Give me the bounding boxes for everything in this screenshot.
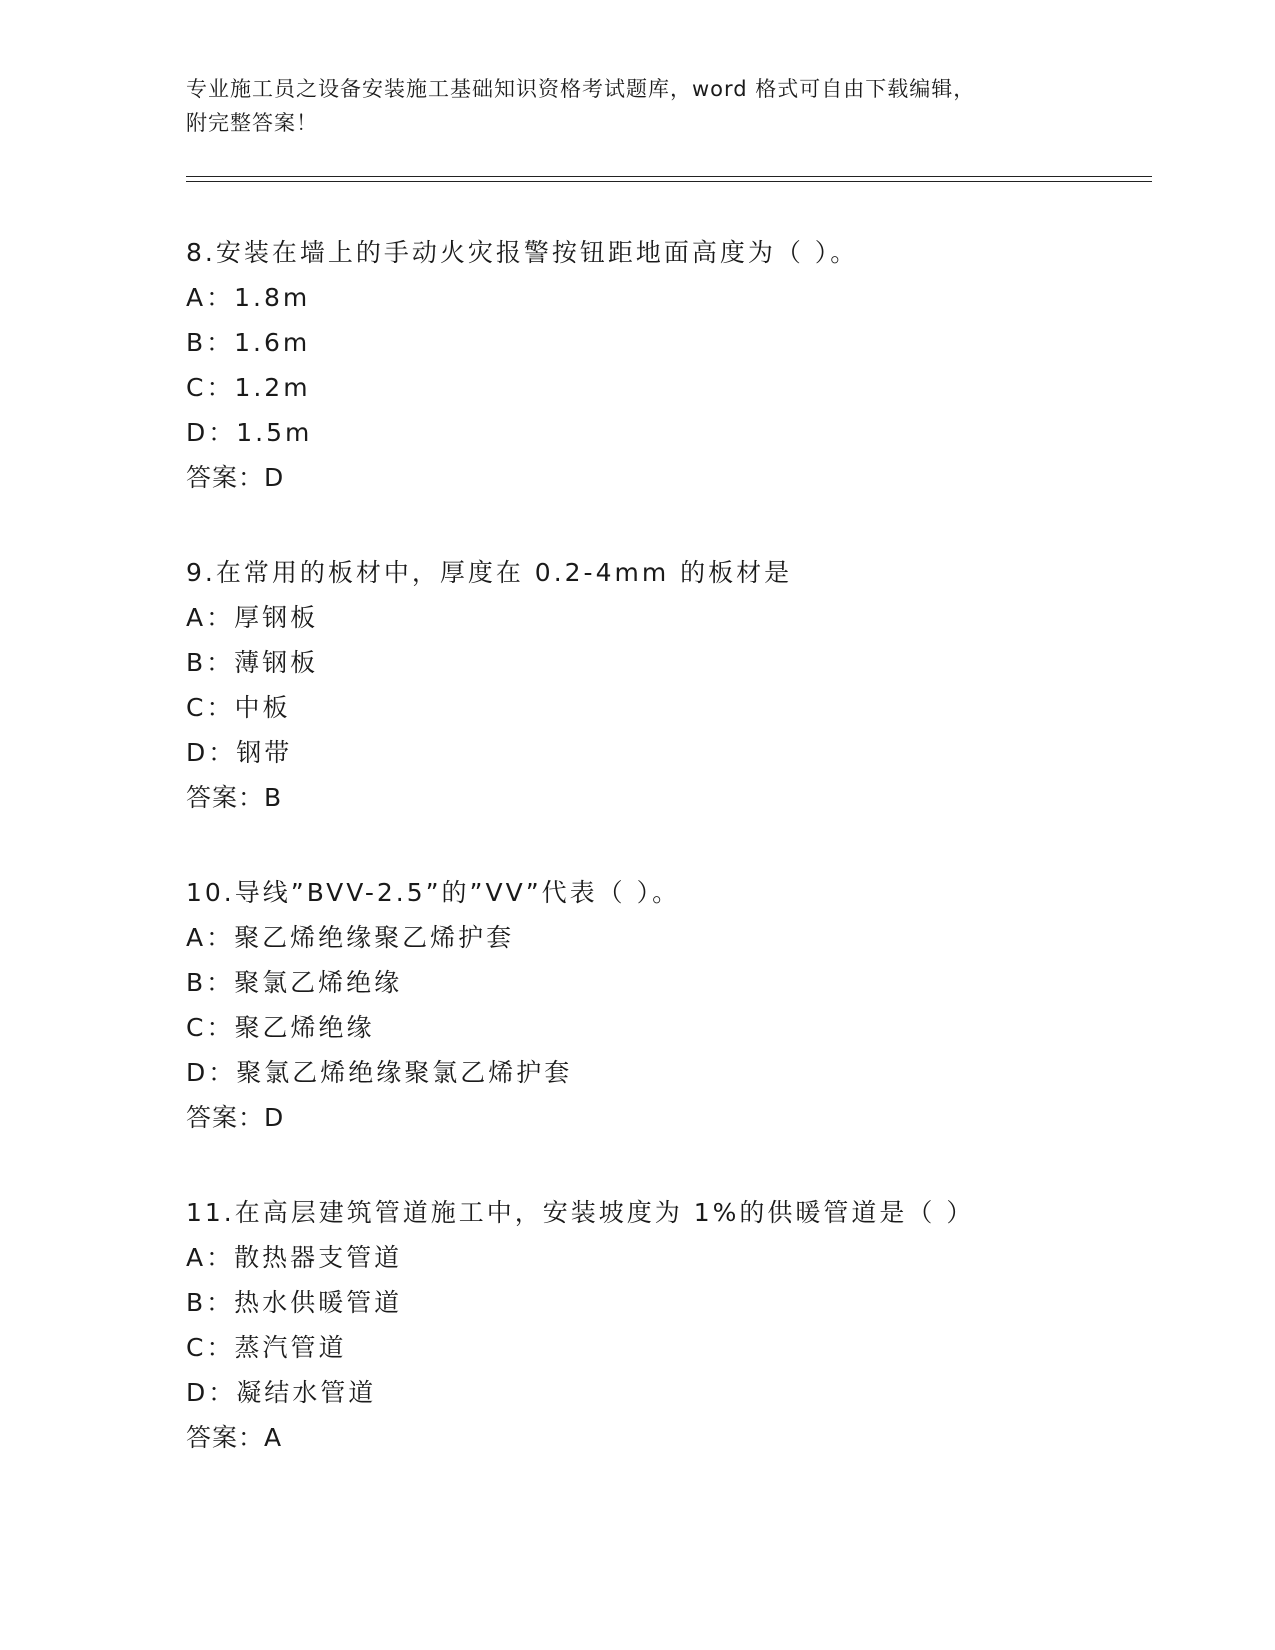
question-10	[186, 870, 1152, 1190]
question-stem: 11.在高层建筑管道施工中，安装坡度为 1%的供暖管道是（ ）	[186, 1198, 975, 1227]
option-d: D：1.5m	[186, 418, 313, 447]
option-a: A：厚钢板	[186, 603, 319, 632]
option-c: C：1.2m	[186, 373, 311, 402]
question-stem: 10.导线”BVV-2.5”的”VV”代表（ ）。	[186, 878, 681, 907]
option-a: A：散热器支管道	[186, 1243, 403, 1272]
answer: 答案：D	[186, 1103, 285, 1132]
option-d: D：聚氯乙烯绝缘聚氯乙烯护套	[186, 1058, 573, 1087]
question-8	[186, 230, 1152, 550]
option-b: B：薄钢板	[186, 648, 319, 677]
option-a: A：1.8m	[186, 283, 311, 312]
answer: 答案：A	[186, 1423, 283, 1452]
option-c: C：蒸汽管道	[186, 1333, 347, 1362]
answer: 答案：B	[186, 783, 283, 812]
question-11	[186, 1190, 1152, 1510]
question-9	[186, 550, 1152, 870]
answer: 答案：D	[186, 463, 285, 492]
option-b: B：聚氯乙烯绝缘	[186, 968, 403, 997]
option-b: B：热水供暖管道	[186, 1288, 403, 1317]
option-c: C：中板	[186, 693, 291, 722]
option-d: D：钢带	[186, 738, 293, 767]
question-list	[186, 230, 1152, 1510]
question-stem: 8.安装在墙上的手动火灾报警按钮距地面高度为（ ）。	[186, 238, 859, 267]
option-c: C：聚乙烯绝缘	[186, 1013, 375, 1042]
header-line-2: 附完整答案！	[186, 111, 318, 135]
header-divider	[186, 176, 1152, 182]
option-b: B：1.6m	[186, 328, 311, 357]
option-d: D：凝结水管道	[186, 1378, 377, 1407]
question-stem: 9.在常用的板材中，厚度在 0.2-4mm 的板材是	[186, 558, 793, 587]
option-a: A：聚乙烯绝缘聚乙烯护套	[186, 923, 515, 952]
header-line-1: 专业施工员之设备安装施工基础知识资格考试题库，word 格式可自由下载编辑，	[186, 77, 976, 101]
document-header	[186, 72, 1086, 140]
